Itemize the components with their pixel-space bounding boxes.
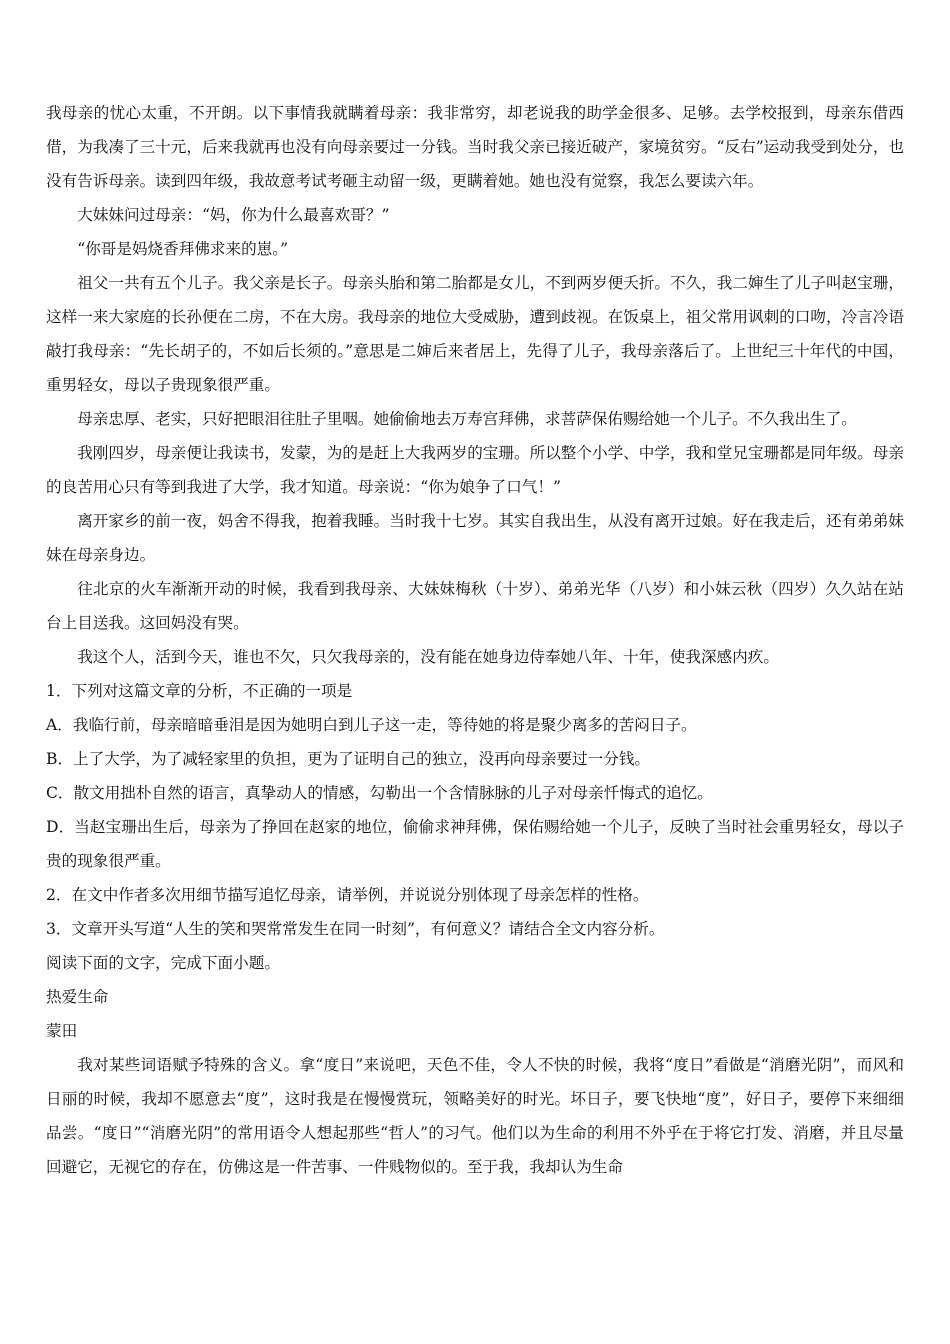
passage-paragraph: 大妹妹问过母亲：“妈，你为什么最喜欢哥？” [77, 206, 390, 224]
article-title: 热爱生命 [46, 988, 109, 1006]
question-2: 2．在文中作者多次用细节描写追忆母亲，请举例，并说说分别体现了母亲怎样的性格。 [46, 886, 649, 904]
option-c: C．散文用拙朴自然的语言，真挚动人的情感，勾勒出一个含情脉脉的儿子对母亲忏悔式的追忆。 [46, 784, 713, 802]
article-author: 蒙田 [46, 1022, 78, 1040]
passage-paragraph: 往北京的火车渐渐开动的时候，我看到我母亲、大妹妹梅秋（十岁）、弟弟光华（八岁）和小妹云秋（四岁）久久站在站台上目送我。这回妈没有哭。 [46, 580, 904, 632]
passage-paragraph: 我刚四岁，母亲便让我读书，发蒙，为的是赶上大我两岁的宝珊。所以整个小学、中学，我和堂兄宝珊都是同年级。母亲的良苦用心只有等到我进了大学，我才知道。母亲说：“你为娘争了口气！” [46, 444, 904, 496]
passage-paragraph: 母亲忠厚、老实，只好把眼泪往肚子里咽。她偷偷地去万寿宫拜佛，求菩萨保佑赐给她一个儿子。不久我出生了。 [77, 410, 857, 428]
passage-paragraph: 我这个人，活到今天，谁也不欠，只欠我母亲的，没有能在她身边侍奉她八年、十年，使我深感内疚。 [77, 648, 779, 666]
option-d: D．当赵宝珊出生后，母亲为了挣回在赵家的地位，偷偷求神拜佛，保佑赐给她一个儿子，反映了当时社会重男轻女，母以子贵的现象很严重。 [46, 818, 904, 870]
passage-paragraph: 离开家乡的前一夜，妈舍不得我，抱着我睡。当时我十七岁。其实自我出生，从没有离开过娘。好在我走后，还有弟弟妹妹在母亲身边。 [46, 512, 904, 564]
passage-paragraph: 我对某些词语赋予特殊的含义。拿“度日”来说吧，天色不佳，令人不快的时候，我将“度日”看做是“消磨光阴”，而风和日丽的时候，我却不愿意去“度”，这时我是在慢慢赏玩，领略美好的时光。坏日子，要飞快地“度”，好日子，要停下来细细品尝。“度日”“消磨光阴”的常用语令人想起那些“哲人”的习气。他们以为生命的利用不外乎在于将它打发、消磨，并且尽量回避它，无视它的存在，仿佛这是一件苦事、一件贱物似的。至于我，我却认为生命 [46, 1056, 904, 1176]
reading-instruction: 阅读下面的文字，完成下面小题。 [46, 954, 280, 972]
passage-paragraph: “你哥是妈烧香拜佛求来的崽。” [77, 240, 289, 258]
question-1: 1．下列对这篇文章的分析，不正确的一项是 [46, 682, 353, 700]
question-3: 3．文章开头写道“人生的笑和哭常常发生在同一时刻”，有何意义？请结合全文内容分析。 [46, 920, 665, 938]
passage-paragraph: 我母亲的忧心太重，不开朗。以下事情我就瞒着母亲：我非常穷，却老说我的助学金很多、足够。去学校报到，母亲东借西借，为我凑了三十元，后来我就再也没有向母亲要过一分钱。当时我父亲已接近破产，家境贫穷。“反右”运动我受到处分，也没有告诉母亲。读到四年级，我故意考试考砸主动留一级，更瞒着她。她也没有觉察，我怎么要读六年。 [46, 104, 905, 190]
passage-paragraph: 祖父一共有五个儿子。我父亲是长子。母亲头胎和第二胎都是女儿，不到两岁便夭折。不久，我二婶生了儿子叫赵宝珊，这样一来大家庭的长孙便在二房，不在大房。我母亲的地位大受威胁，遭到歧视。在饭桌上，祖父常用讽刺的口吻，冷言冷语敲打我母亲：“先长胡子的，不如后长须的。”意思是二婶后来者居上，先得了儿子，我母亲落后了。上世纪三十年代的中国，重男轻女，母以子贵现象很严重。 [46, 274, 904, 394]
passage-one [46, 96, 904, 674]
option-a: A．我临行前，母亲暗暗垂泪是因为她明白到儿子这一走，等待她的将是聚少离多的苦闷日子。 [46, 716, 697, 734]
questions-section [46, 674, 904, 946]
passage-two [46, 946, 904, 1184]
option-b: B．上了大学，为了减轻家里的负担，更为了证明自己的独立，没再向母亲要过一分钱。 [46, 750, 651, 768]
